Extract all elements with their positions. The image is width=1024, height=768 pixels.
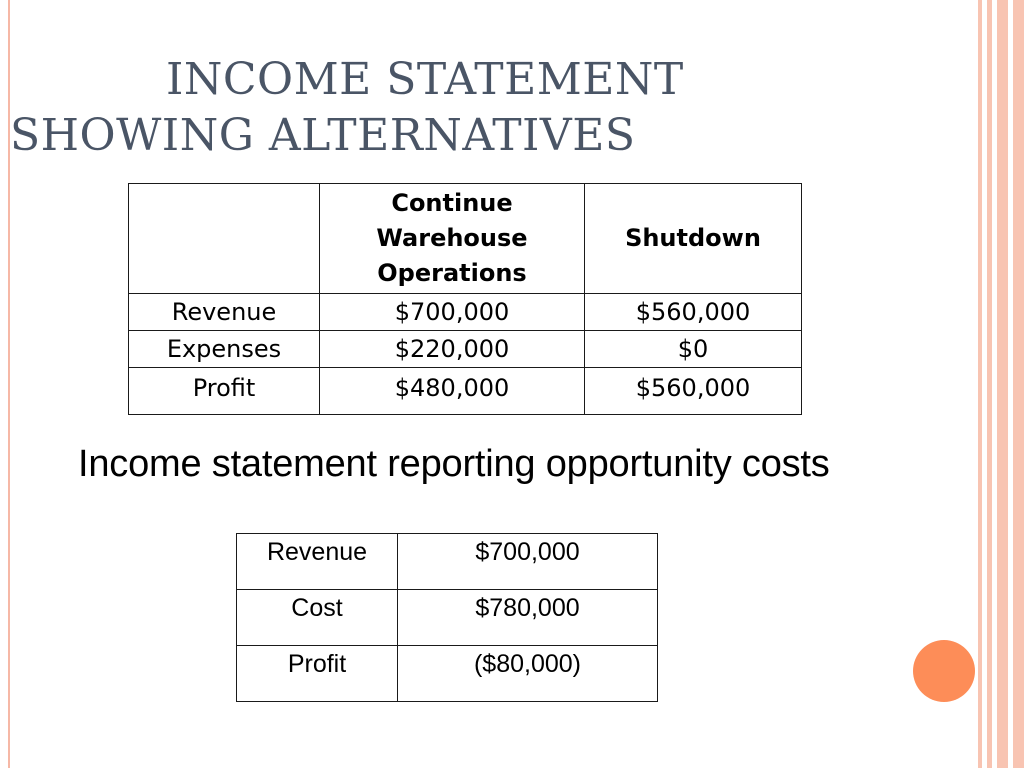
table-row (237, 646, 658, 702)
slide-title-line2: SHOWING ALTERNATIVES (10, 110, 636, 161)
slide-title-line1: INCOME STATEMENT (166, 54, 684, 105)
row-value: $700,000 (398, 534, 658, 590)
continue-value: $700,000 (320, 294, 585, 331)
table-row (129, 331, 802, 368)
header-shutdown: Shutdown (585, 184, 802, 294)
left-border-line (0, 0, 10, 768)
row-label: Cost (237, 590, 398, 646)
continue-value: $480,000 (320, 368, 585, 415)
table-row (129, 368, 802, 415)
table-row (129, 294, 802, 331)
table-row (237, 534, 658, 590)
header-empty-cell (129, 184, 320, 294)
opportunity-cost-subtitle: Income statement reporting opportunity costs (78, 443, 830, 485)
row-label: Revenue (129, 294, 320, 331)
row-label: Profit (129, 368, 320, 415)
shutdown-value: $560,000 (585, 294, 802, 331)
table-row (237, 590, 658, 646)
table-header-row (129, 184, 802, 294)
shutdown-value: $560,000 (585, 368, 802, 415)
header-continue: Continue Warehouse Operations (320, 184, 585, 294)
alternatives-table (128, 183, 802, 415)
row-label: Profit (237, 646, 398, 702)
shutdown-value: $0 (585, 331, 802, 368)
opportunity-cost-table (236, 533, 658, 702)
right-border-stripes (978, 0, 1024, 768)
decorative-orange-circle (913, 640, 975, 702)
row-value: ($80,000) (398, 646, 658, 702)
row-label: Revenue (237, 534, 398, 590)
continue-value: $220,000 (320, 331, 585, 368)
slide-title (10, 52, 730, 164)
row-value: $780,000 (398, 590, 658, 646)
row-label: Expenses (129, 331, 320, 368)
